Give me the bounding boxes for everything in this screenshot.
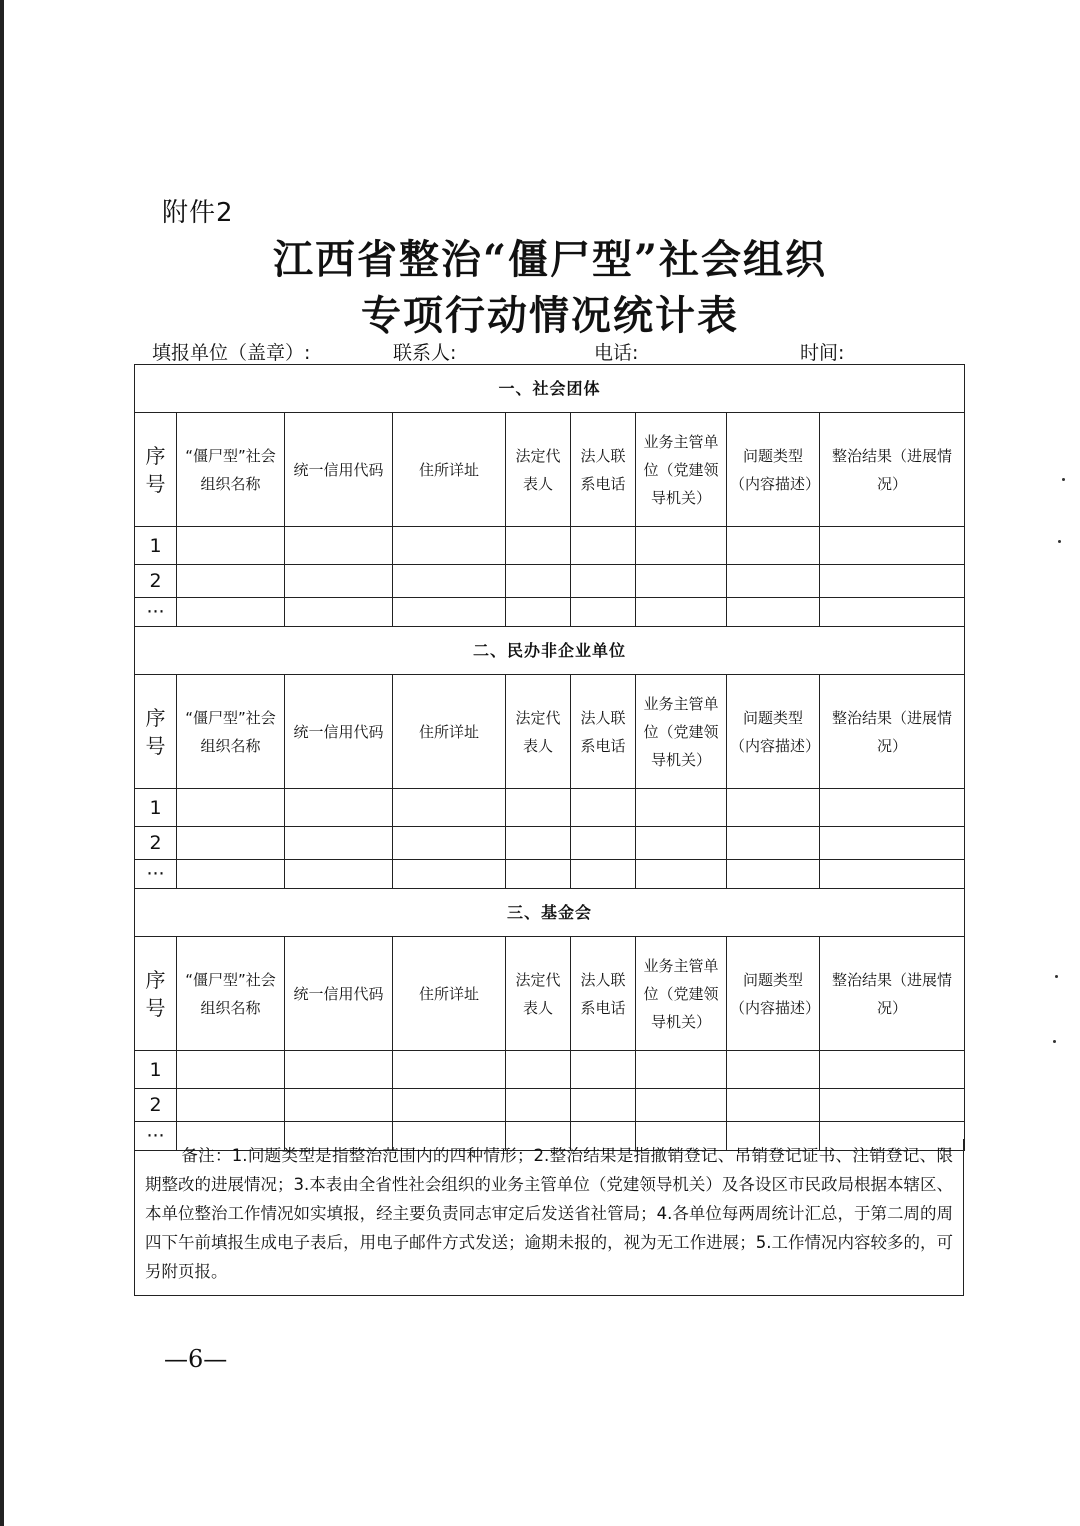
empty-cell[interactable] bbox=[571, 1051, 636, 1089]
page-number: —6— bbox=[164, 1345, 228, 1373]
table-row bbox=[135, 827, 965, 860]
empty-cell[interactable] bbox=[727, 827, 820, 860]
row-number: ··· bbox=[135, 598, 177, 627]
empty-cell[interactable] bbox=[820, 860, 965, 889]
empty-cell[interactable] bbox=[285, 598, 393, 627]
empty-cell[interactable] bbox=[571, 1089, 636, 1122]
section-title: 一、社会团体 bbox=[135, 365, 965, 413]
empty-cell[interactable] bbox=[393, 789, 506, 827]
empty-cell[interactable] bbox=[571, 527, 636, 565]
empty-cell[interactable] bbox=[636, 565, 727, 598]
column-header: 问题类型（内容描述） bbox=[727, 937, 820, 1051]
empty-cell[interactable] bbox=[393, 565, 506, 598]
empty-cell[interactable] bbox=[571, 827, 636, 860]
column-header: 统一信用代码 bbox=[285, 937, 393, 1051]
empty-cell[interactable] bbox=[285, 1089, 393, 1122]
table-row bbox=[135, 565, 965, 598]
empty-cell[interactable] bbox=[177, 598, 285, 627]
document-title-line2: 专项行动情况统计表 bbox=[361, 292, 739, 339]
empty-cell[interactable] bbox=[506, 1089, 571, 1122]
section-title: 三、基金会 bbox=[135, 889, 965, 937]
row-number: ··· bbox=[135, 860, 177, 889]
column-header: 住所详址 bbox=[393, 937, 506, 1051]
empty-cell[interactable] bbox=[506, 565, 571, 598]
row-number: 1 bbox=[135, 1051, 177, 1089]
empty-cell[interactable] bbox=[820, 1089, 965, 1122]
row-number: 2 bbox=[135, 827, 177, 860]
scan-speck bbox=[1053, 1040, 1056, 1043]
section-row bbox=[135, 365, 965, 413]
notes-text: 备注：1.问题类型是指整治范围内的四种情形；2.整治结果是指撤销登记、吊销登记证书、注销登记、限期整改的进展情况；3.本表由全省性社会组织的业务主管单位（党建领导机关）及各设区市民政局根据本辖区、本单位整治工作情况如实填报，经主要负责同志审定后发送省社管局；4.各单位每两周统计汇总，于第二周的周四下午前填报生成电子表后，用电子邮件方式发送；逾期未报的，视为无工作进展；5.工作情况内容较多的，可另附页报。 bbox=[145, 1146, 953, 1281]
empty-cell[interactable] bbox=[571, 598, 636, 627]
table-row bbox=[135, 860, 965, 889]
document-title-line1: 江西省整治“僵尸型”社会组织 bbox=[272, 236, 827, 283]
column-header: 整治结果（进展情况） bbox=[820, 937, 965, 1051]
fill-contact-label: 联系人: bbox=[393, 342, 457, 364]
empty-cell[interactable] bbox=[177, 1051, 285, 1089]
empty-cell[interactable] bbox=[636, 1089, 727, 1122]
row-number: ··· bbox=[135, 1122, 177, 1151]
scan-speck bbox=[1055, 975, 1058, 978]
column-header: 序号 bbox=[135, 937, 177, 1051]
empty-cell[interactable] bbox=[177, 565, 285, 598]
column-header: 序号 bbox=[135, 413, 177, 527]
empty-cell[interactable] bbox=[177, 827, 285, 860]
table-row bbox=[135, 1089, 965, 1122]
empty-cell[interactable] bbox=[506, 860, 571, 889]
empty-cell[interactable] bbox=[636, 527, 727, 565]
empty-cell[interactable] bbox=[393, 1089, 506, 1122]
empty-cell[interactable] bbox=[285, 827, 393, 860]
empty-cell[interactable] bbox=[285, 565, 393, 598]
empty-cell[interactable] bbox=[820, 565, 965, 598]
attachment-label: 附件2 bbox=[162, 198, 234, 228]
fill-unit-label: 填报单位（盖章）: bbox=[152, 342, 311, 364]
empty-cell[interactable] bbox=[820, 598, 965, 627]
empty-cell[interactable] bbox=[393, 827, 506, 860]
empty-cell[interactable] bbox=[727, 1089, 820, 1122]
column-header: 法人联系电话 bbox=[571, 937, 636, 1051]
empty-cell[interactable] bbox=[820, 789, 965, 827]
column-header-row bbox=[135, 937, 965, 1051]
row-number: 1 bbox=[135, 789, 177, 827]
empty-cell[interactable] bbox=[285, 860, 393, 889]
column-header: 整治结果（进展情况） bbox=[820, 413, 965, 527]
column-header: 法定代表人 bbox=[506, 675, 571, 789]
row-number: 1 bbox=[135, 527, 177, 565]
empty-cell[interactable] bbox=[636, 827, 727, 860]
column-header: “僵尸型”社会组织名称 bbox=[177, 937, 285, 1051]
empty-cell[interactable] bbox=[506, 1051, 571, 1089]
empty-cell[interactable] bbox=[820, 1051, 965, 1089]
column-header: 统一信用代码 bbox=[285, 675, 393, 789]
empty-cell[interactable] bbox=[506, 789, 571, 827]
section-row bbox=[135, 627, 965, 675]
empty-cell[interactable] bbox=[820, 527, 965, 565]
fill-time-label: 时间: bbox=[800, 342, 845, 364]
column-header: 整治结果（进展情况） bbox=[820, 675, 965, 789]
notes-box bbox=[134, 1139, 964, 1296]
table-row bbox=[135, 527, 965, 565]
empty-cell[interactable] bbox=[177, 1089, 285, 1122]
column-header-row bbox=[135, 675, 965, 789]
row-number: 2 bbox=[135, 1089, 177, 1122]
column-header: 问题类型（内容描述） bbox=[727, 675, 820, 789]
empty-cell[interactable] bbox=[727, 1051, 820, 1089]
column-header: 统一信用代码 bbox=[285, 413, 393, 527]
table-row bbox=[135, 1051, 965, 1089]
table-row bbox=[135, 789, 965, 827]
empty-cell[interactable] bbox=[571, 789, 636, 827]
empty-cell[interactable] bbox=[393, 1051, 506, 1089]
column-header: 业务主管单位（党建领导机关） bbox=[636, 413, 727, 527]
column-header: “僵尸型”社会组织名称 bbox=[177, 413, 285, 527]
section-row bbox=[135, 889, 965, 937]
empty-cell[interactable] bbox=[177, 789, 285, 827]
empty-cell[interactable] bbox=[285, 1051, 393, 1089]
column-header: 法人联系电话 bbox=[571, 413, 636, 527]
column-header: 问题类型（内容描述） bbox=[727, 413, 820, 527]
empty-cell[interactable] bbox=[177, 527, 285, 565]
column-header: 业务主管单位（党建领导机关） bbox=[636, 675, 727, 789]
row-number: 2 bbox=[135, 565, 177, 598]
empty-cell[interactable] bbox=[727, 565, 820, 598]
empty-cell[interactable] bbox=[727, 598, 820, 627]
scan-speck bbox=[1062, 478, 1065, 481]
column-header: “僵尸型”社会组织名称 bbox=[177, 675, 285, 789]
empty-cell[interactable] bbox=[636, 1051, 727, 1089]
column-header: 法定代表人 bbox=[506, 413, 571, 527]
scan-speck bbox=[1058, 540, 1061, 543]
column-header: 法人联系电话 bbox=[571, 675, 636, 789]
empty-cell[interactable] bbox=[393, 598, 506, 627]
empty-cell[interactable] bbox=[636, 598, 727, 627]
empty-cell[interactable] bbox=[727, 860, 820, 889]
statistics-table bbox=[134, 364, 965, 1151]
empty-cell[interactable] bbox=[571, 565, 636, 598]
empty-cell[interactable] bbox=[506, 527, 571, 565]
empty-cell[interactable] bbox=[727, 527, 820, 565]
empty-cell[interactable] bbox=[506, 827, 571, 860]
table-row bbox=[135, 598, 965, 627]
empty-cell[interactable] bbox=[820, 827, 965, 860]
column-header: 住所详址 bbox=[393, 675, 506, 789]
empty-cell[interactable] bbox=[636, 789, 727, 827]
fill-phone-label: 电话: bbox=[594, 342, 639, 364]
section-title: 二、民办非企业单位 bbox=[135, 627, 965, 675]
column-header-row bbox=[135, 413, 965, 527]
empty-cell[interactable] bbox=[393, 860, 506, 889]
empty-cell[interactable] bbox=[727, 789, 820, 827]
empty-cell[interactable] bbox=[571, 860, 636, 889]
empty-cell[interactable] bbox=[636, 860, 727, 889]
empty-cell[interactable] bbox=[285, 789, 393, 827]
column-header: 序号 bbox=[135, 675, 177, 789]
column-header: 业务主管单位（党建领导机关） bbox=[636, 937, 727, 1051]
column-header: 住所详址 bbox=[393, 413, 506, 527]
empty-cell[interactable] bbox=[506, 598, 571, 627]
empty-cell[interactable] bbox=[177, 860, 285, 889]
column-header: 法定代表人 bbox=[506, 937, 571, 1051]
empty-cell[interactable] bbox=[285, 527, 393, 565]
empty-cell[interactable] bbox=[393, 527, 506, 565]
